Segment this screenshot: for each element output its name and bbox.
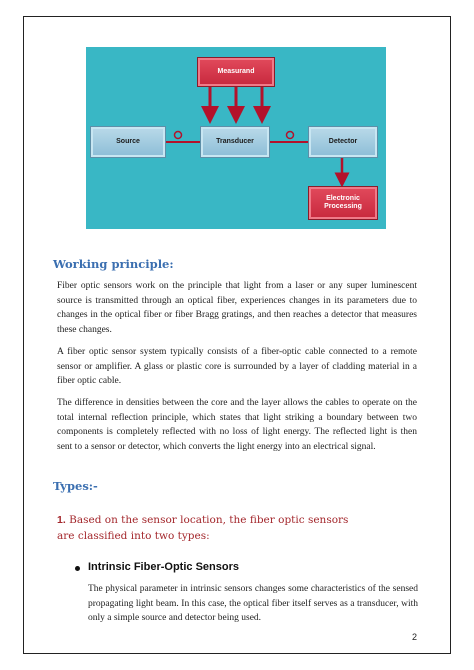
transducer-box — [201, 127, 269, 157]
bullet-dot — [75, 566, 80, 571]
numbered-item — [57, 512, 357, 544]
source-box — [91, 127, 165, 157]
section-heading-types: Types:- — [53, 479, 98, 493]
numbered-item-text: Based on the sensor location, the fiber optic sensors are classified into two types: — [57, 514, 349, 542]
block-diagram — [86, 47, 386, 229]
paragraph-principle: Fiber optic sensors work on the principle that light from a laser or any super luminescent source is transmitted through an optical fiber, experiences changes in its parameters due to changes in the optical fiber or fiber Bragg gratings, and then reaches a detector that measures these changes. — [57, 281, 417, 335]
section-heading-working-principle: Working principle: — [53, 257, 174, 271]
electronic-processing-label: Electronic Processing — [324, 195, 362, 210]
paragraph-system: A fiber optic sensor system typically consists of a fiber-optic cable connected to a remote sensor or amplifier. A glass or plastic core is surrounded by a layer of cladding material in a fiber optic cable. — [57, 347, 417, 386]
detector-box — [309, 127, 377, 157]
bullet-title-intrinsic: Intrinsic Fiber-Optic Sensors — [88, 561, 239, 573]
numbered-item-number: 1. — [57, 514, 66, 526]
detector-label: Detector — [328, 138, 358, 145]
fiber-coupler-right — [287, 132, 294, 139]
paragraph-reflection: The difference in densities between the core and the layer allows the cables to operate on the total internal reflection principle, which states that light striking a boundary between two components is completely reflected with no loss of light energy. The reflected light is then sent to a sensor or detector, which converts the light energy into an electrical signal. — [57, 398, 417, 452]
fiber-coupler-left — [175, 132, 182, 139]
electronic-processing-box — [309, 187, 377, 219]
paragraph-intrinsic: The physical parameter in intrinsic sensors changes some characteristics of the sensed propagating light beam. In this case, the optical fiber itself serves as a transducer, with only a simple source and detector being used. — [88, 584, 418, 623]
source-label: Source — [116, 138, 140, 145]
measurand-box — [198, 58, 274, 86]
transducer-label: Transducer — [216, 138, 254, 145]
page-number: 2 — [412, 632, 418, 642]
measurand-label: Measurand — [217, 68, 255, 75]
